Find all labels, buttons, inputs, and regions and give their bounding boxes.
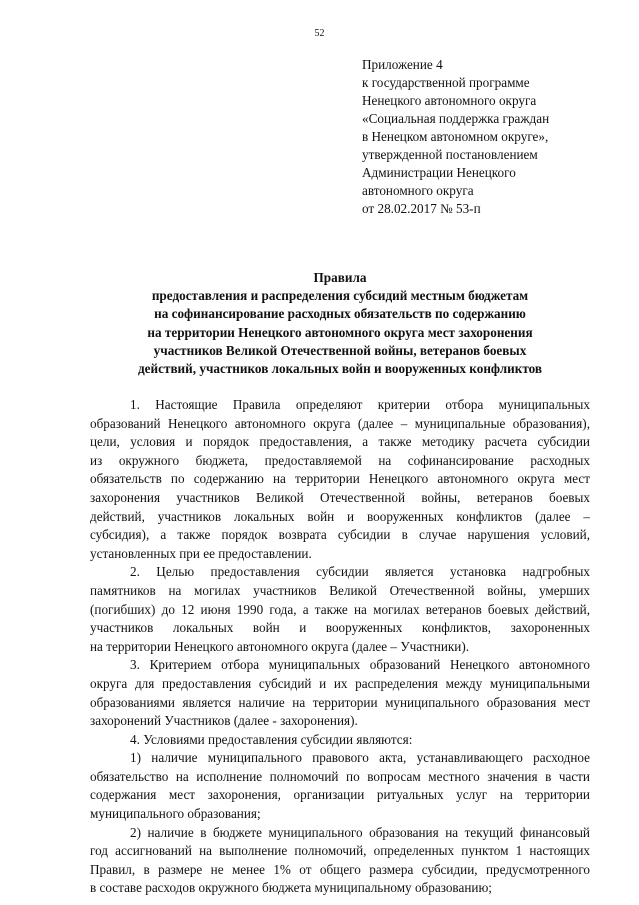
appendix-line: к государственной программе — [362, 75, 530, 90]
appendix-line: автономного округа — [362, 183, 474, 198]
paragraph-line: действий, участников локальных войн и вооруженных конфликтов (далее – — [90, 508, 590, 524]
paragraph-line: 2) наличие в бюджете муниципального образования на текущий финансовый — [130, 824, 590, 840]
paragraph-line: захоронений Участников (далее - захоронения). — [90, 713, 358, 729]
document-body — [90, 396, 590, 898]
paragraph-line: округа для предоставления субсидий и их распределения между муниципальными — [90, 675, 590, 691]
page-number: 52 — [314, 28, 325, 39]
paragraph-line: субсидия), а также порядок возврата субсидии в случае нарушения условий, — [90, 527, 590, 543]
title-line: участников Великой Отечественной войны, ветеранов боевых — [153, 342, 527, 358]
paragraph-line: обязательств по содержанию на территории Ненецкого автономного округа мест — [90, 471, 590, 487]
appendix-line: Ненецкого автономного округа — [362, 93, 537, 108]
paragraph — [90, 396, 590, 563]
paragraph-line: образованиями является наличие на территории муниципального образования мест — [90, 694, 590, 710]
paragraph — [90, 563, 590, 656]
title-heading: Правила — [313, 270, 367, 285]
paragraph-line: 1. Настоящие Правила определяют критерии отбора муниципальных — [130, 397, 590, 412]
paragraph-line: памятников на могилах участников Великой Отечественной войны, умерших — [90, 582, 590, 598]
paragraph-line: захоронения участников Великой Отечественной войны, ветеранов боевых — [90, 489, 590, 505]
paragraph — [90, 656, 590, 730]
title-line: на территории Ненецкого автономного округа мест захоронения — [147, 324, 533, 340]
paragraph-line: обязательство на исполнение полномочий по вопросам местного значения в части — [90, 768, 590, 784]
title-line: предоставления и распределения субсидий местным бюджетам — [151, 288, 529, 304]
appendix-line: «Социальная поддержка граждан — [362, 111, 550, 126]
appendix-line: утвержденной постановлением — [362, 147, 538, 162]
paragraph-line: образований Ненецкого автономного округа (далее – муниципальные образования), — [90, 415, 590, 431]
paragraph-line: муниципального образования; — [90, 806, 261, 822]
appendix-line: от 28.02.2017 № 53-п — [362, 201, 481, 216]
paragraph-line: на территории Ненецкого автономного округа (далее – Участники). — [90, 638, 470, 654]
paragraph-line: год ассигнований на выполнение полномочий, определенных пунктом 1 настоящих — [90, 843, 590, 859]
paragraph-line: 2. Целью предоставления субсидии является установка надгробных — [130, 564, 590, 580]
paragraph-line: установленных при ее предоставлении. — [90, 545, 312, 561]
paragraph-line: участников локальных войн и вооруженных конфликтов, захороненных — [90, 620, 590, 636]
paragraph-line: 1) наличие муниципального правового акта, устанавливающего расходное — [130, 750, 590, 766]
paragraph-line: 3. Критерием отбора муниципальных образований Ненецкого автономного — [130, 657, 590, 673]
paragraph — [90, 731, 590, 750]
appendix-line: в Ненецком автономном округе», — [362, 129, 549, 144]
appendix-line: Администрации Ненецкого — [362, 165, 516, 180]
appendix-line: Приложение 4 — [362, 57, 443, 72]
paragraph-line: содержания мест захоронения, организации ритуальных услуг на территории — [90, 787, 590, 803]
appendix-header — [362, 56, 612, 218]
document-title — [60, 269, 620, 378]
paragraph-line: цели, условия и порядок предоставления, а также методику расчета субсидии — [90, 434, 590, 450]
title-line: действий, участников локальных войн и вооруженных конфликтов — [137, 361, 543, 377]
paragraph-line: из окружного бюджета, предоставляемой на софинансирование расходных — [90, 452, 590, 468]
paragraph-line: в составе расходов окружного бюджета муниципальному образованию; — [90, 880, 492, 896]
paragraph-line: (погибших) до 12 июня 1990 года, а также на могилах ветеранов боевых действий, — [90, 601, 590, 617]
paragraph-line: Правил, в размере не менее 1% от общего размера субсидии, предусмотренного — [90, 861, 590, 877]
paragraph — [90, 824, 590, 898]
title-line: на софинансирование расходных обязательств по содержанию — [154, 306, 526, 322]
paragraph — [90, 749, 590, 823]
paragraph-line: 4. Условиями предоставления субсидии являются: — [130, 731, 413, 747]
